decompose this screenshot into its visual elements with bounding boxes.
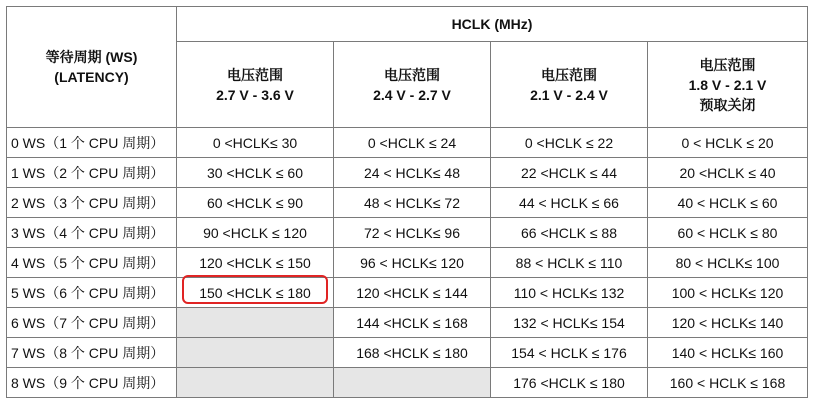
table-cell: 40 < HCLK ≤ 60 xyxy=(648,188,808,218)
table-cell: 110 < HCLK≤ 132 xyxy=(491,278,648,308)
latency-header xyxy=(7,7,177,128)
row-label: 5 WS（6 个 CPU 周期） xyxy=(7,278,177,308)
row-label: 7 WS（8 个 CPU 周期） xyxy=(7,338,177,368)
table-row xyxy=(7,248,808,278)
table-cell: 168 <HCLK ≤ 180 xyxy=(334,338,491,368)
empty-cell xyxy=(177,308,334,338)
table-cell: 48 < HCLK≤ 72 xyxy=(334,188,491,218)
table-cell: 100 < HCLK≤ 120 xyxy=(648,278,808,308)
latency-header-line2: (LATENCY) xyxy=(54,69,129,85)
voltage-range-value: 1.8 V - 2.1 V xyxy=(688,76,767,93)
empty-cell xyxy=(177,338,334,368)
voltage-range-header xyxy=(334,42,491,128)
row-label: 4 WS（5 个 CPU 周期） xyxy=(7,248,177,278)
table-cell: 176 <HCLK ≤ 180 xyxy=(491,368,648,398)
voltage-range-title: 电压范围 xyxy=(699,56,756,73)
prefetch-off-note: 预取关闭 xyxy=(699,96,756,113)
table-cell: 96 < HCLK≤ 120 xyxy=(334,248,491,278)
empty-cell xyxy=(334,368,491,398)
table-cell: 90 <HCLK ≤ 120 xyxy=(177,218,334,248)
voltage-range-title: 电压范围 xyxy=(227,66,283,83)
table-row xyxy=(7,188,808,218)
highlighted-cell: 150 <HCLK ≤ 180 xyxy=(177,278,334,308)
table-cell: 60 <HCLK ≤ 90 xyxy=(177,188,334,218)
voltage-range-title: 电压范围 xyxy=(384,66,440,83)
table-cell: 144 <HCLK ≤ 168 xyxy=(334,308,491,338)
row-label: 0 WS（1 个 CPU 周期） xyxy=(7,128,177,158)
voltage-range-value: 2.4 V - 2.7 V xyxy=(373,86,451,103)
table-cell: 60 < HCLK ≤ 80 xyxy=(648,218,808,248)
table-row xyxy=(7,368,808,398)
wait-state-table xyxy=(6,6,808,398)
table-cell: 0 < HCLK ≤ 20 xyxy=(648,128,808,158)
voltage-range-header xyxy=(648,42,808,128)
table-cell: 88 < HCLK ≤ 110 xyxy=(491,248,648,278)
table-cell: 0 <HCLK ≤ 24 xyxy=(334,128,491,158)
table-cell: 120 <HCLK ≤ 144 xyxy=(334,278,491,308)
table-cell: 0 <HCLK≤ 30 xyxy=(177,128,334,158)
voltage-range-title: 电压范围 xyxy=(541,66,597,83)
hclk-header: HCLK (MHz) xyxy=(177,7,808,42)
table-cell: 154 < HCLK ≤ 176 xyxy=(491,338,648,368)
table-cell: 20 <HCLK ≤ 40 xyxy=(648,158,808,188)
voltage-range-header xyxy=(491,42,648,128)
table-cell: 140 < HCLK≤ 160 xyxy=(648,338,808,368)
table-cell: 0 <HCLK ≤ 22 xyxy=(491,128,648,158)
table-row xyxy=(7,338,808,368)
row-label: 2 WS（3 个 CPU 周期） xyxy=(7,188,177,218)
table-cell: 160 < HCLK ≤ 168 xyxy=(648,368,808,398)
latency-header-line1: 等待周期 (WS) xyxy=(45,49,138,65)
table-cell: 24 < HCLK≤ 48 xyxy=(334,158,491,188)
table-row xyxy=(7,158,808,188)
voltage-range-value: 2.1 V - 2.4 V xyxy=(530,86,608,103)
table-cell: 120 < HCLK≤ 140 xyxy=(648,308,808,338)
table-row xyxy=(7,308,808,338)
voltage-range-header xyxy=(177,42,334,128)
row-label: 3 WS（4 个 CPU 周期） xyxy=(7,218,177,248)
table-row xyxy=(7,128,808,158)
table-row xyxy=(7,218,808,248)
table-cell: 30 <HCLK ≤ 60 xyxy=(177,158,334,188)
table-cell: 80 < HCLK≤ 100 xyxy=(648,248,808,278)
voltage-range-value: 2.7 V - 3.6 V xyxy=(216,86,294,103)
table-cell: 72 < HCLK≤ 96 xyxy=(334,218,491,248)
table-cell: 132 < HCLK≤ 154 xyxy=(491,308,648,338)
table-cell: 66 <HCLK ≤ 88 xyxy=(491,218,648,248)
table-cell: 44 < HCLK ≤ 66 xyxy=(491,188,648,218)
table-cell: 22 <HCLK ≤ 44 xyxy=(491,158,648,188)
empty-cell xyxy=(177,368,334,398)
row-label: 6 WS（7 个 CPU 周期） xyxy=(7,308,177,338)
row-label: 1 WS（2 个 CPU 周期） xyxy=(7,158,177,188)
table-row xyxy=(7,278,808,308)
row-label: 8 WS（9 个 CPU 周期） xyxy=(7,368,177,398)
table-cell: 120 <HCLK ≤ 150 xyxy=(177,248,334,278)
